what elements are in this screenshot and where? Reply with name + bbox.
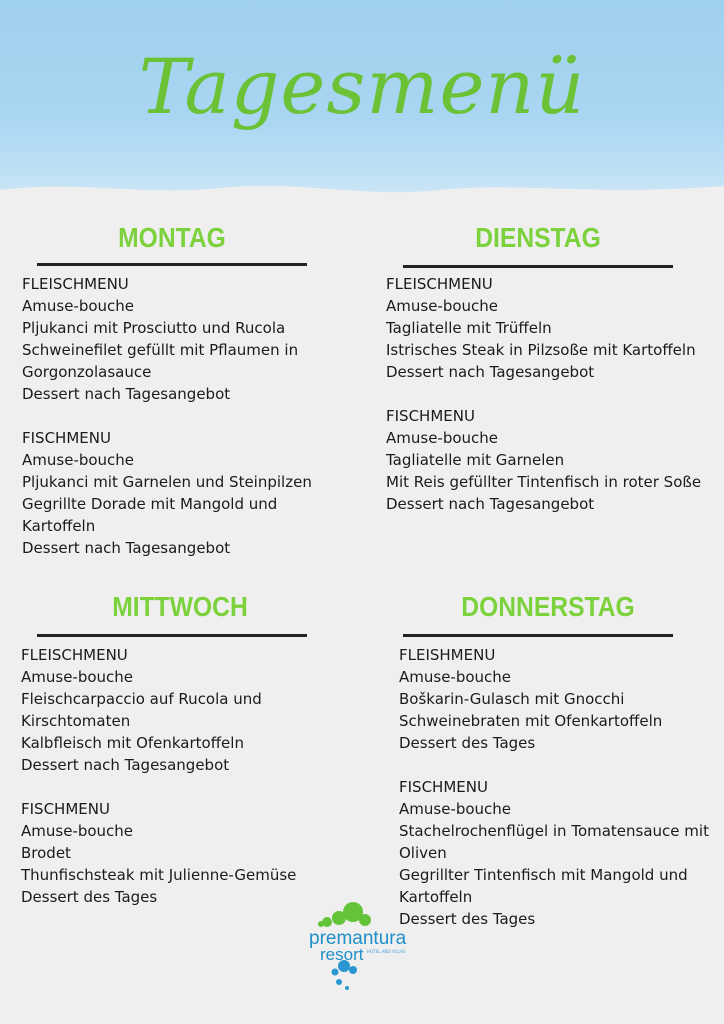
day-heading-monday: MONTAG [118, 222, 226, 253]
menu-item: Dessert nach Tagesangebot [21, 756, 230, 774]
menu-item: Dessert des Tages [21, 888, 158, 906]
logo-tagline: HOTEL AND VILLAS [367, 949, 406, 954]
menu-item: Amuse-bouche [21, 668, 134, 686]
menu-item: Gegrillte Dorade mit Mangold und [22, 495, 278, 513]
menu-heading: FISCHMENU [399, 778, 488, 796]
menu-item: Gegrillter Tintenfisch mit Mangold und [399, 866, 688, 884]
menu-item: Pljukanci mit Garnelen und Steinpilzen [22, 473, 312, 491]
menu-tuesday [386, 273, 701, 515]
menu-item: Amuse-bouche [399, 800, 512, 818]
menu-item: Fleischcarpaccio auf Rucola und [21, 690, 262, 708]
menu-item: Amuse-bouche [22, 297, 135, 315]
logo-text-premantura: premantura [309, 928, 407, 949]
menu-heading: FISCHMENU [386, 407, 475, 425]
brush-edge [0, 150, 724, 230]
day-heading-tuesday: DIENSTAG [475, 222, 601, 253]
menu-item: Stachelrochenflügel in Tomatensauce mit [399, 822, 709, 840]
menu-item: Dessert des Tages [399, 734, 536, 752]
menu-item: Dessert nach Tagesangebot [22, 385, 231, 403]
menu-item: Tagliatelle mit Trüffeln [386, 319, 552, 337]
menu-item: Dessert nach Tagesangebot [22, 539, 231, 557]
menu-item: Gorgonzolasauce [22, 363, 152, 381]
menu-item: Brodet [21, 844, 71, 862]
menu-item: Dessert nach Tagesangebot [386, 363, 595, 381]
menu-item: Dessert des Tages [399, 910, 536, 928]
menu-item: Thunfischsteak mit Julienne-Gemüse [21, 866, 297, 884]
menu-heading: FLEISCHMENU [22, 275, 129, 293]
menu-heading: FISCHMENU [22, 429, 111, 447]
menu-wednesday [21, 644, 296, 908]
page-title: Tagesmenü [138, 42, 586, 131]
day-heading-wednesday: MITTWOCH [112, 591, 248, 622]
menu-item: Schweinebraten mit Ofenkartoffeln [399, 712, 663, 730]
menu-item: Amuse-bouche [386, 429, 499, 447]
menu-item: Istrisches Steak in Pilzsoße mit Kartoffeln [386, 341, 696, 359]
menu-item: Amuse-bouche [22, 451, 135, 469]
divider-thursday [403, 634, 673, 637]
menu-heading: FLEISCHMENU [21, 646, 128, 664]
menu-heading: FLEISCHMENU [386, 275, 493, 293]
menu-item: Boškarin-Gulasch mit Gnocchi [399, 690, 625, 708]
menu-item: Amuse-bouche [386, 297, 499, 315]
menu-heading: FLEISHMENU [399, 646, 496, 664]
menu-item: Schweinefilet gefüllt mit Pflaumen in [22, 341, 299, 359]
day-heading-thursday: DONNERSTAG [461, 591, 635, 622]
menu-item: Kartoffeln [22, 517, 96, 535]
menu-item: Pljukanci mit Prosciutto und Rucola [22, 319, 286, 337]
menu-thursday [399, 644, 709, 930]
menu-item: Amuse-bouche [399, 668, 512, 686]
menu-monday [22, 273, 312, 559]
menu-item: Amuse-bouche [21, 822, 134, 840]
menu-item: Tagliatelle mit Garnelen [386, 451, 565, 469]
menu-item: Kirschtomaten [21, 712, 131, 730]
divider-wednesday [37, 634, 307, 637]
menu-item: Oliven [399, 844, 447, 862]
menu-item: Kartoffeln [399, 888, 473, 906]
menu-item: Kalbfleisch mit Ofenkartoffeln [21, 734, 244, 752]
logo-text-resort: resort [320, 945, 364, 964]
menu-item: Dessert nach Tagesangebot [386, 495, 595, 513]
menu-item: Mit Reis gefüllter Tintenfisch in roter Soße [386, 473, 702, 491]
divider-tuesday [403, 265, 673, 268]
menu-heading: FISCHMENU [21, 800, 110, 818]
divider-monday [37, 263, 307, 266]
